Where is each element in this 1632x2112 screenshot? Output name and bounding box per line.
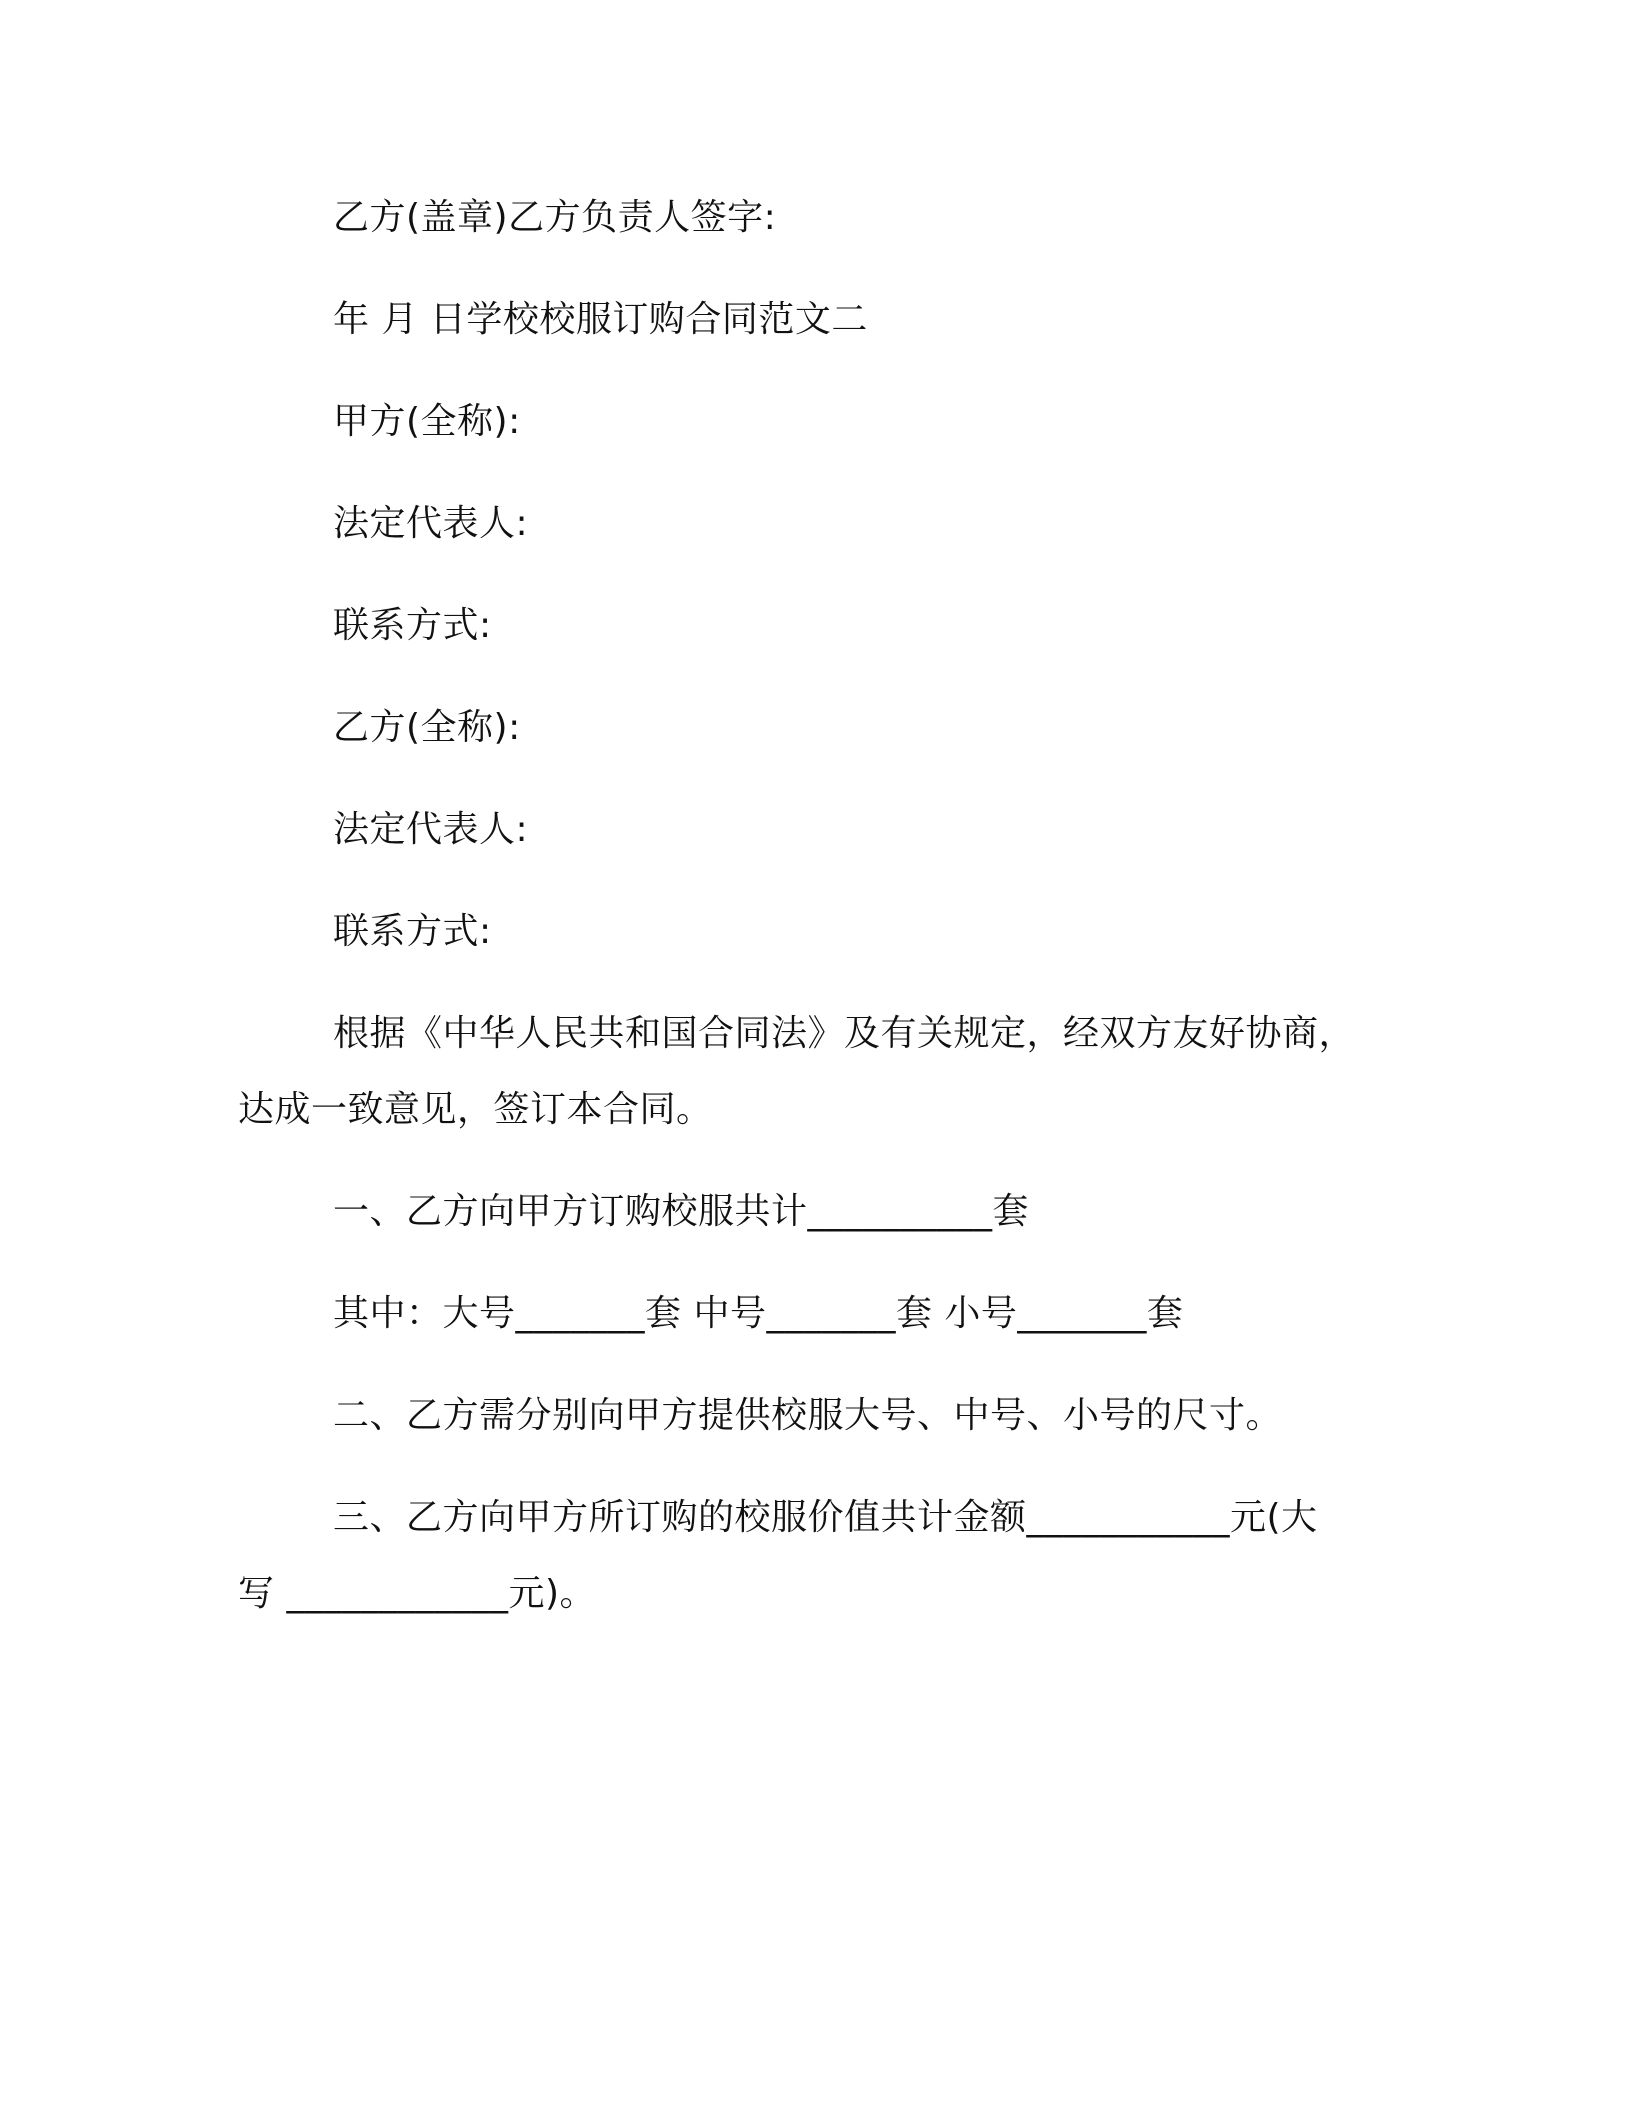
party-a-contact-line: 联系方式: [333,605,492,646]
party-a-legal-rep-line: 法定代表人: [333,503,529,544]
party-b-seal-signature-line: 乙方(盖章)乙方负责人签字: [333,197,777,238]
clause-3-line-1: 三、乙方向甲方所订购的校服价值共计金额___________元(大 [333,1497,1318,1538]
clause-1-line: 一、乙方向甲方订购校服共计__________套 [333,1191,1030,1232]
clause-1-sizes-line: 其中：大号_______套 中号_______套 小号_______套 [333,1293,1184,1334]
preamble-line-2: 达成一致意见，签订本合同。 [238,1089,713,1130]
party-b-legal-rep-line: 法定代表人: [333,809,529,850]
party-a-name-line: 甲方(全称): [333,401,521,442]
party-b-name-line: 乙方(全称): [333,707,521,748]
date-and-title-line: 年 月 日学校校服订购合同范文二 [333,299,868,340]
preamble-line-1: 根据《中华人民共和国合同法》及有关规定，经双方友好协商， [333,1013,1356,1054]
clause-2-line: 二、乙方需分别向甲方提供校服大号、中号、小号的尺寸。 [333,1395,1283,1436]
clause-3-line-2: 写 ____________元)。 [238,1573,596,1614]
party-b-contact-line: 联系方式: [333,911,492,952]
